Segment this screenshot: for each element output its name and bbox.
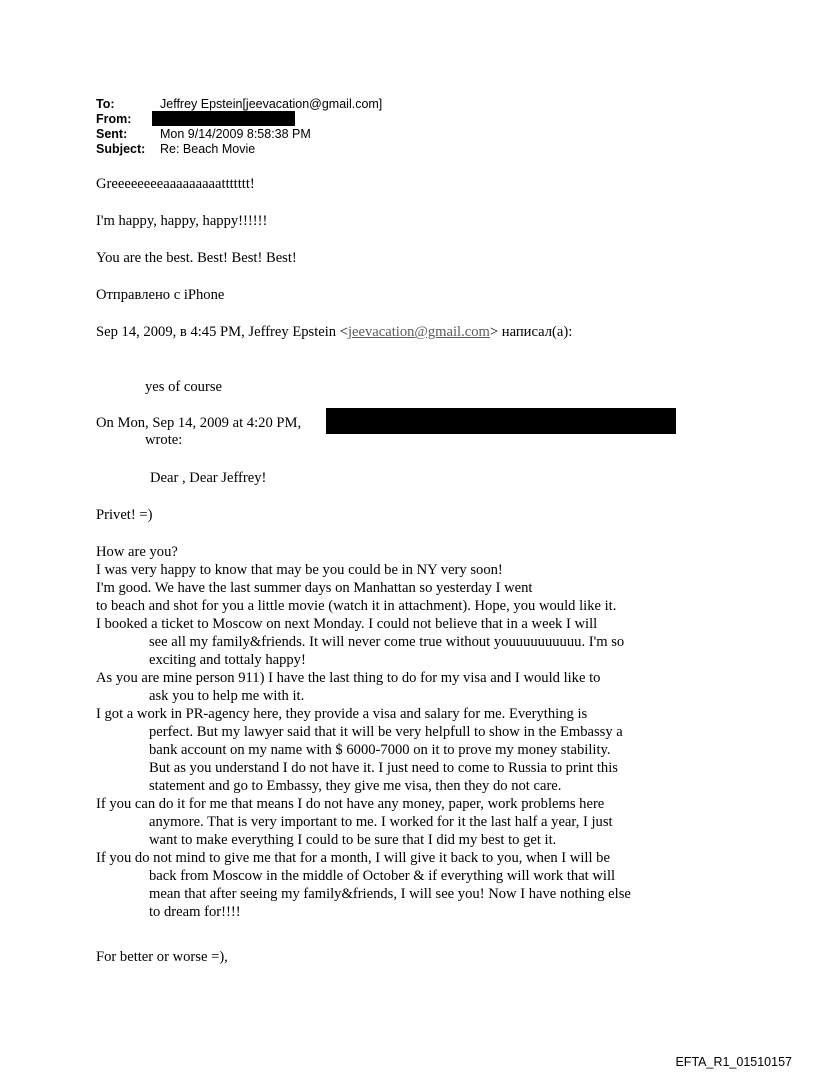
privet-line: Privet! =) [96,507,153,523]
sent-label: Sent: [96,127,128,141]
reply-text: yes of course [145,379,222,395]
quote-intro-suffix: > написал(а): [489,324,573,340]
closing-line: For better or worse =), [96,949,228,965]
body-line: If you can do it for me that means I do not have any money, paper, work problems here [96,796,605,812]
sent-from-iphone: Отправлено с iPhone [96,287,225,303]
on-line: On Mon, Sep 14, 2009 at 4:20 PM, [96,415,302,431]
body-line: bank account on my name with $ 6000-7000 on it to prove my money stability. [149,742,611,758]
subject-label: Subject: [96,142,146,156]
happy-line: I'm happy, happy, happy!!!!!! [96,213,268,229]
body-line: I got a work in PR-agency here, they provide a visa and salary for me. Everything is [96,706,588,722]
body-line: mean that after seeing my family&friends, I will see you! Now I have nothing else [149,886,631,902]
quote-intro-prefix: Sep 14, 2009, в 4:45 PM, Jeffrey Epstein < [96,324,348,340]
body-line: perfect. But my lawyer said that it will be very helpfull to show in the Embassy a [149,724,623,740]
body-line: to dream for!!!! [149,904,241,920]
sent-value: Mon 9/14/2009 8:58:38 PM [160,127,311,141]
body-line: As you are mine person 911) I have the last thing to do for my visa and I would like to [96,670,601,686]
body-line: want to make everything I could to be sure that I did my best to get it. [149,832,557,848]
body-line: But as you understand I do not have it. I just need to come to Russia to print this [149,760,618,776]
to-value: Jeffrey Epstein[jeevacation@gmail.com] [160,97,383,111]
body-line: How are you? [96,544,178,560]
body-line: exciting and tottaly happy! [149,652,306,668]
subject-value: Re: Beach Movie [160,142,256,156]
body-line: I'm good. We have the last summer days on Manhattan so yesterday I went [96,580,533,596]
redaction-sender [326,408,676,434]
email-link[interactable]: jeevacation@gmail.com [347,324,490,340]
body-line: I booked a ticket to Moscow on next Monday. I could not believe that in a week I will [96,616,598,632]
body-line: If you do not mind to give me that for a month, I will give it back to you, when I will be [96,850,610,866]
body-line: I was very happy to know that may be you could be in NY very soon! [96,562,503,578]
greeting: Greeeeeeeeaaaaaaaaattttttt! [96,176,255,192]
body-line: ask you to help me with it. [149,688,305,704]
quote-intro [96,323,572,341]
dear-line: Dear , Dear Jeffrey! [150,470,267,486]
to-label: To: [96,97,115,111]
body-line: statement and go to Embassy, they give me visa, then they do not care. [149,778,562,794]
body-line: to beach and shot for you a little movie (watch it in attachment). Hope, you would like it. [96,598,617,614]
redaction-from [152,111,295,126]
document-id: EFTA_R1_01510157 [675,1055,792,1069]
best-line: You are the best. Best! Best! Best! [96,250,297,266]
from-label: From: [96,112,132,126]
body-line: back from Moscow in the middle of October & if everything will work that will [149,868,616,884]
body-line: see all my family&friends. It will never come true without youuuuuuuuuu. I'm so [149,634,625,650]
wrote-line: wrote: [145,432,183,448]
body-line: anymore. That is very important to me. I worked for it the last half a year, I just [149,814,613,830]
